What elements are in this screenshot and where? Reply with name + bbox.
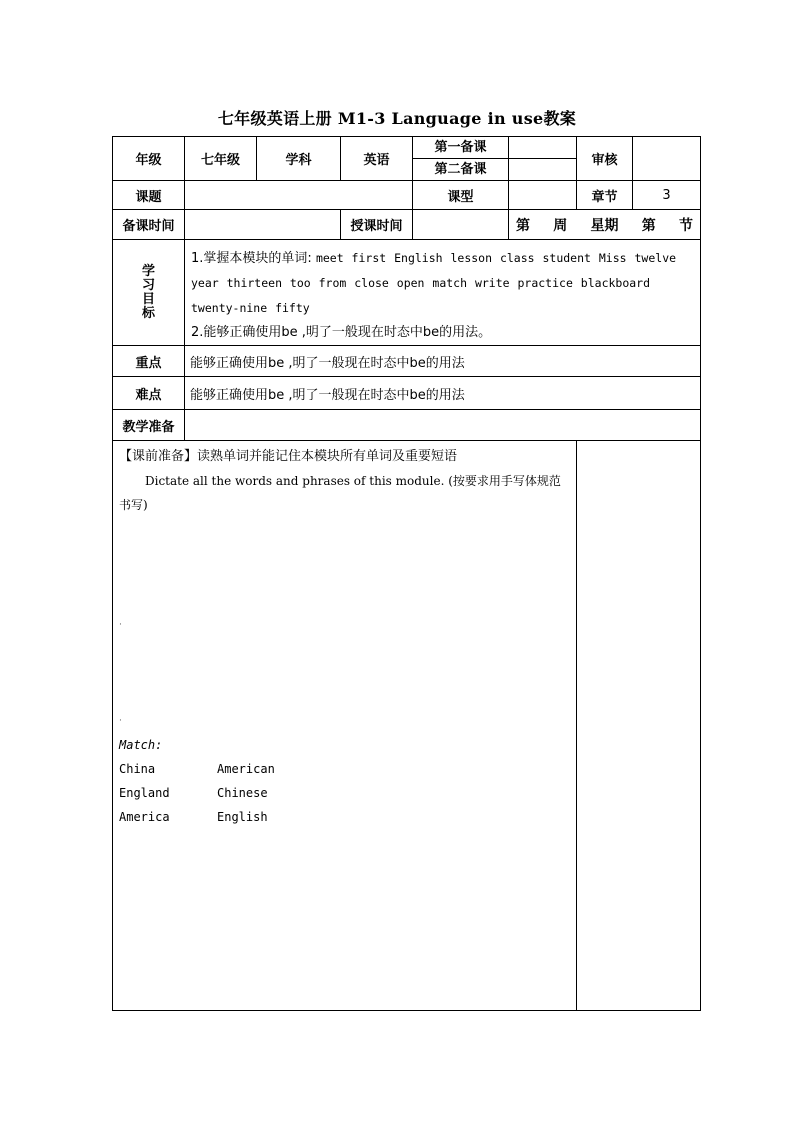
difficult-points-text: 能够正确使用be ,明了一般现在时态中be的用法: [185, 377, 701, 410]
topic-row: [113, 181, 701, 210]
grade-label: 年级: [113, 137, 185, 181]
difficult-points-row: [113, 377, 701, 410]
dictate-instruction: Dictate all the words and phrases of this module. (按要求用手写体规范书写): [119, 474, 561, 512]
prep2-value: [509, 158, 576, 180]
objectives-word-list: meet first English lesson class student Miss twelve year thirteen too from close open match write practice blackboard twenty-nine fifty: [191, 251, 677, 315]
key-points-text: 能够正确使用be ,明了一般现在时态中be的用法: [185, 346, 701, 377]
prep1-label: 第一备课: [434, 140, 487, 155]
week-part-di2: 第: [641, 217, 656, 234]
objectives-label: 学 习 目 标: [113, 240, 185, 346]
objectives-content: [185, 240, 701, 346]
difficult-points-label: 难点: [113, 377, 185, 410]
blank-mark-2: ·: [119, 716, 122, 726]
chapter-value: 3: [633, 181, 701, 210]
teach-time-value: [413, 210, 509, 240]
objectives-line2: 2.能够正确使用be ,明了一般现在时态中be的用法。: [191, 325, 492, 340]
pre-class-prep: 【课前准备】读熟单词并能记住本模块所有单词及重要短语: [119, 449, 458, 464]
type-label: 课型: [413, 181, 509, 210]
prep-time-label: 备课时间: [113, 210, 185, 240]
chapter-label: 章节: [577, 181, 633, 210]
main-content: [113, 441, 577, 1011]
preparation-value: [185, 410, 701, 441]
page-title: 七年级英语上册 M1-3 Language in use教案: [217, 109, 577, 128]
match-row: China American: [119, 762, 275, 776]
notes-column: [577, 441, 701, 1011]
prep-cell: [413, 137, 509, 181]
teach-time-label: 授课时间: [341, 210, 413, 240]
prep-time-value: [185, 210, 341, 240]
objectives-row: [113, 240, 701, 346]
week-part-di: 第: [516, 217, 530, 234]
key-points-label: 重点: [113, 346, 185, 377]
main-content-row: [113, 441, 701, 1011]
objectives-line1-prefix: 1.掌握本模块的单词:: [191, 251, 312, 266]
prep2-label: 第二备课: [413, 158, 508, 180]
key-points-row: [113, 346, 701, 377]
preparation-label: 教学准备: [113, 410, 185, 441]
week-cell: [509, 210, 701, 240]
type-value: [509, 181, 577, 210]
blank-mark: ·: [119, 620, 122, 630]
review-label: 审核: [577, 137, 633, 181]
preparation-row: [113, 410, 701, 441]
week-part-xingqi: 星期: [590, 217, 619, 234]
topic-value: [185, 181, 413, 210]
grade-value: 七年级: [185, 137, 257, 181]
match-row: America English: [119, 810, 268, 824]
week-part-jie: 节: [679, 217, 693, 234]
review-value: [633, 137, 701, 181]
prep1-value: [509, 137, 576, 158]
header-row: [113, 137, 701, 181]
lesson-plan-table: [112, 136, 701, 1011]
week-part-zhou: 周: [553, 217, 568, 234]
time-row: [113, 210, 701, 240]
match-title: Match:: [119, 738, 163, 752]
match-row: England Chinese: [119, 786, 268, 800]
prep-value-cell: [509, 137, 577, 181]
subject-label: 学科: [257, 137, 341, 181]
topic-label: 课题: [113, 181, 185, 210]
subject-value: 英语: [341, 137, 413, 181]
